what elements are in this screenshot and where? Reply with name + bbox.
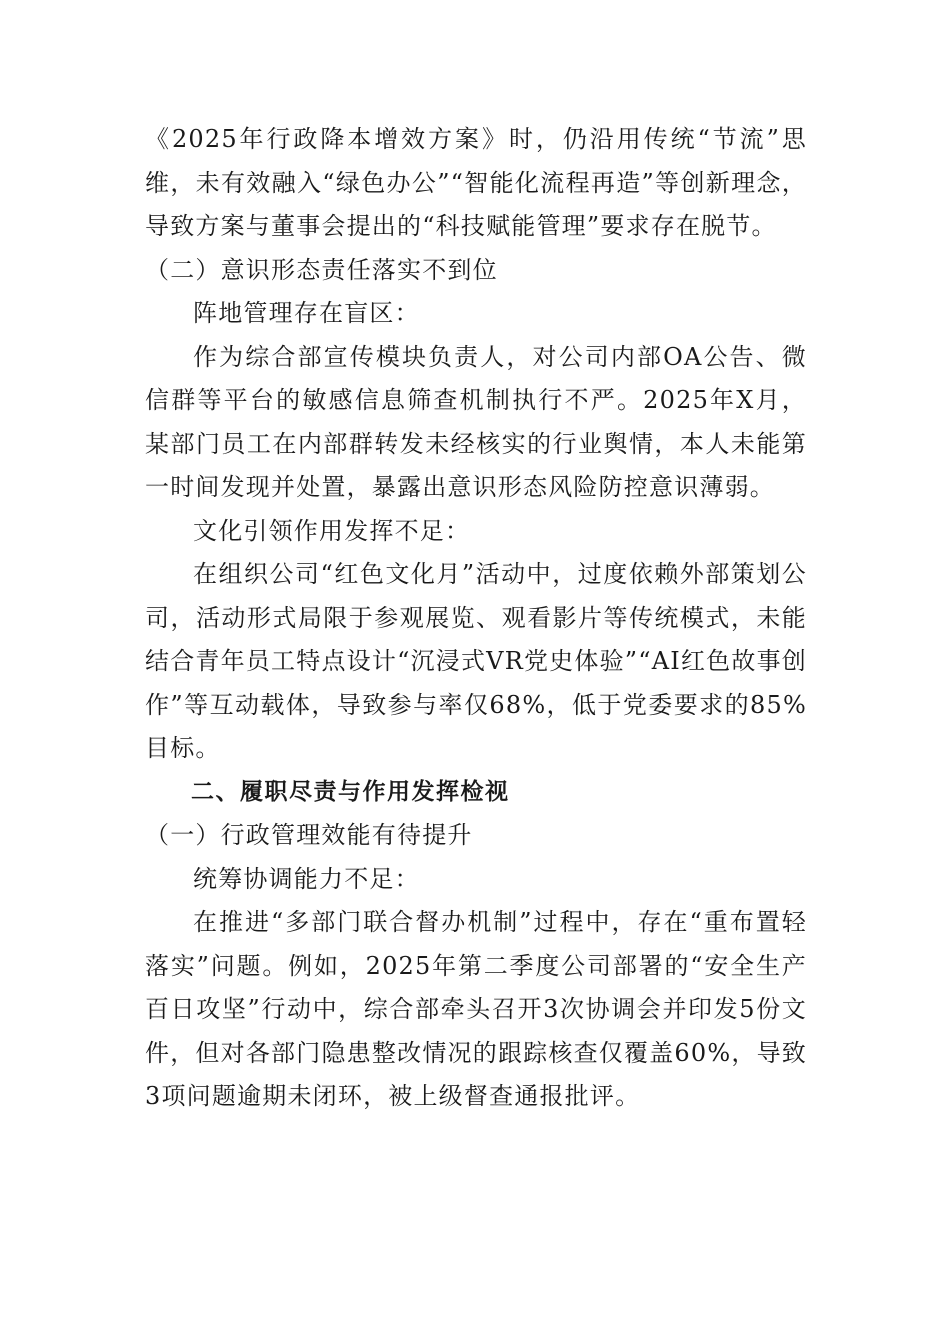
- document-body: [145, 118, 807, 1119]
- label-coordination: 统筹协调能力不足：: [193, 864, 420, 893]
- label-culture-leadership: 文化引领作用发挥不足：: [193, 516, 471, 545]
- paragraph-position-management: 作为综合部宣传模块负责人，对公司内部OA公告、微信群等平台的敏感信息筛查机制执行不严。2025年X月，某部门员工在内部群转发未经核实的行业舆情，本人未能第一时间发现并处置，暴露出意识形态风险防控意识薄弱。: [145, 342, 807, 501]
- subheading-admin-efficiency: （一）行政管理效能有待提升: [145, 821, 473, 849]
- paragraph-coordination: 在推进“多部门联合督办机制”过程中，存在“重布置轻落实”问题。例如，2025年第二季度公司部署的“安全生产百日攻坚”行动中，综合部牵头召开3次协调会并印发5份文件，但对各部门隐患整改情况的跟踪核查仅覆盖60%，导致3项问题逾期未闭环，被上级督查通报批评。: [145, 908, 807, 1110]
- subheading-ideology-responsibility: （二）意识形态责任落实不到位: [145, 255, 498, 284]
- paragraph-culture-leadership: 在组织公司“红色文化月”活动中，过度依赖外部策划公司，活动形式局限于参观展览、观看影片等传统模式，未能结合青年员工特点设计“沉浸式VR党史体验”“AI红色故事创作”等互动载体，导致参与率仅68%，低于党委要求的85%目标。: [145, 560, 807, 762]
- heading-duty-review: 二、履职尽责与作用发挥检视: [191, 778, 510, 805]
- paragraph-plan-critique: 《2025年行政降本增效方案》时，仍沿用传统“节流”思维，未有效融入“绿色办公”“智能化流程再造”等创新理念，导致方案与董事会提出的“科技赋能管理”要求存在脱节。: [145, 125, 807, 240]
- label-position-management: 阵地管理存在盲区：: [193, 299, 420, 327]
